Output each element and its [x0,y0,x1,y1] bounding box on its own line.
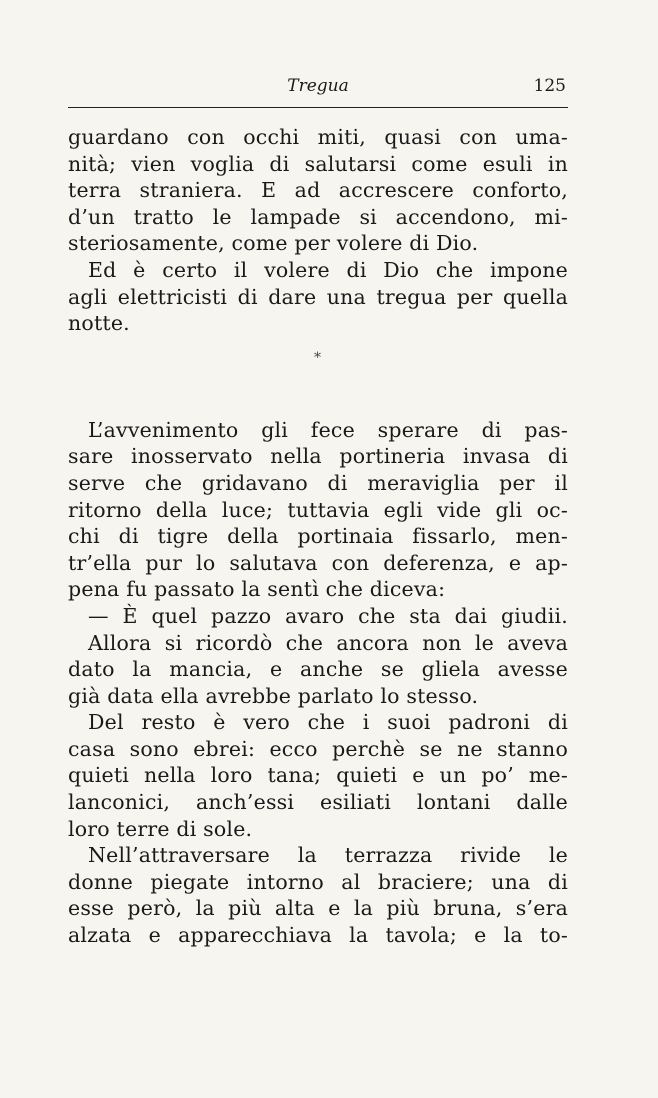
running-head [68,76,568,100]
text-line: quieti nella loro tana; quieti e un po’ me- [68,763,568,788]
text-line: tr’ella pur lo salutava con deferenza, e ap- [68,550,568,575]
text-line: pena fu passato la sentì che diceva: [68,577,446,602]
body-text [68,124,568,949]
text-line: notte. [68,311,130,336]
text-line: — È quel pazzo avaro che sta dai giudii. [88,603,568,628]
text-line: Allora si ricordò che ancora non le aveva [88,630,568,655]
text-line: casa sono ebrei: ecco perchè se ne stanno [68,736,568,761]
text-line: chi di tigre della portinaia fissarlo, men- [68,524,568,549]
page-number: 125 [533,76,566,96]
text-line: steriosamente, come per volere di Dio. [68,231,479,256]
text-line: Nell’attraversare la terrazza rivide le [88,843,568,868]
text-line: d’un tratto le lampade si accendono, mi- [68,204,568,229]
text-line: già data ella avrebbe parlato lo stesso. [68,683,479,708]
text-line: loro terre di sole. [68,816,253,841]
text-line: nità; vien voglia di salutarsi come esuli in [68,151,568,176]
running-title: Tregua [287,76,349,96]
text-line: Del resto è vero che i suoi padroni di [88,710,568,735]
section-separator [68,337,568,417]
text-line: alzata e apparecchiava la tavola; e la to- [68,923,568,948]
text-line: sare inosservato nella portineria invasa di [68,444,568,469]
text-line: donne piegate intorno al braciere; una di [68,869,568,894]
asterisk-mark: * [314,349,322,366]
text-line: guardano con occhi miti, quasi con uma- [68,125,568,149]
text-line: L’avvenimento gli fece sperare di pas- [88,417,568,442]
text-line: Ed è certo il volere di Dio che impone [88,257,568,282]
text-line: esse però, la più alta e la più bruna, s’era [68,896,568,921]
text-line: lanconici, anch’essi esiliati lontani dalle [68,790,568,815]
text-line: ritorno della luce; tuttavia egli vide gli oc- [68,497,568,522]
text-line: serve che gridavano di meraviglia per il [68,470,568,495]
text-line: agli elettricisti di dare una tregua per quella [68,284,568,309]
header-rule [68,107,568,108]
text-line: terra straniera. E ad accrescere conforto, [68,178,568,203]
text-line: dato la mancia, e anche se gliela avesse [68,657,568,682]
